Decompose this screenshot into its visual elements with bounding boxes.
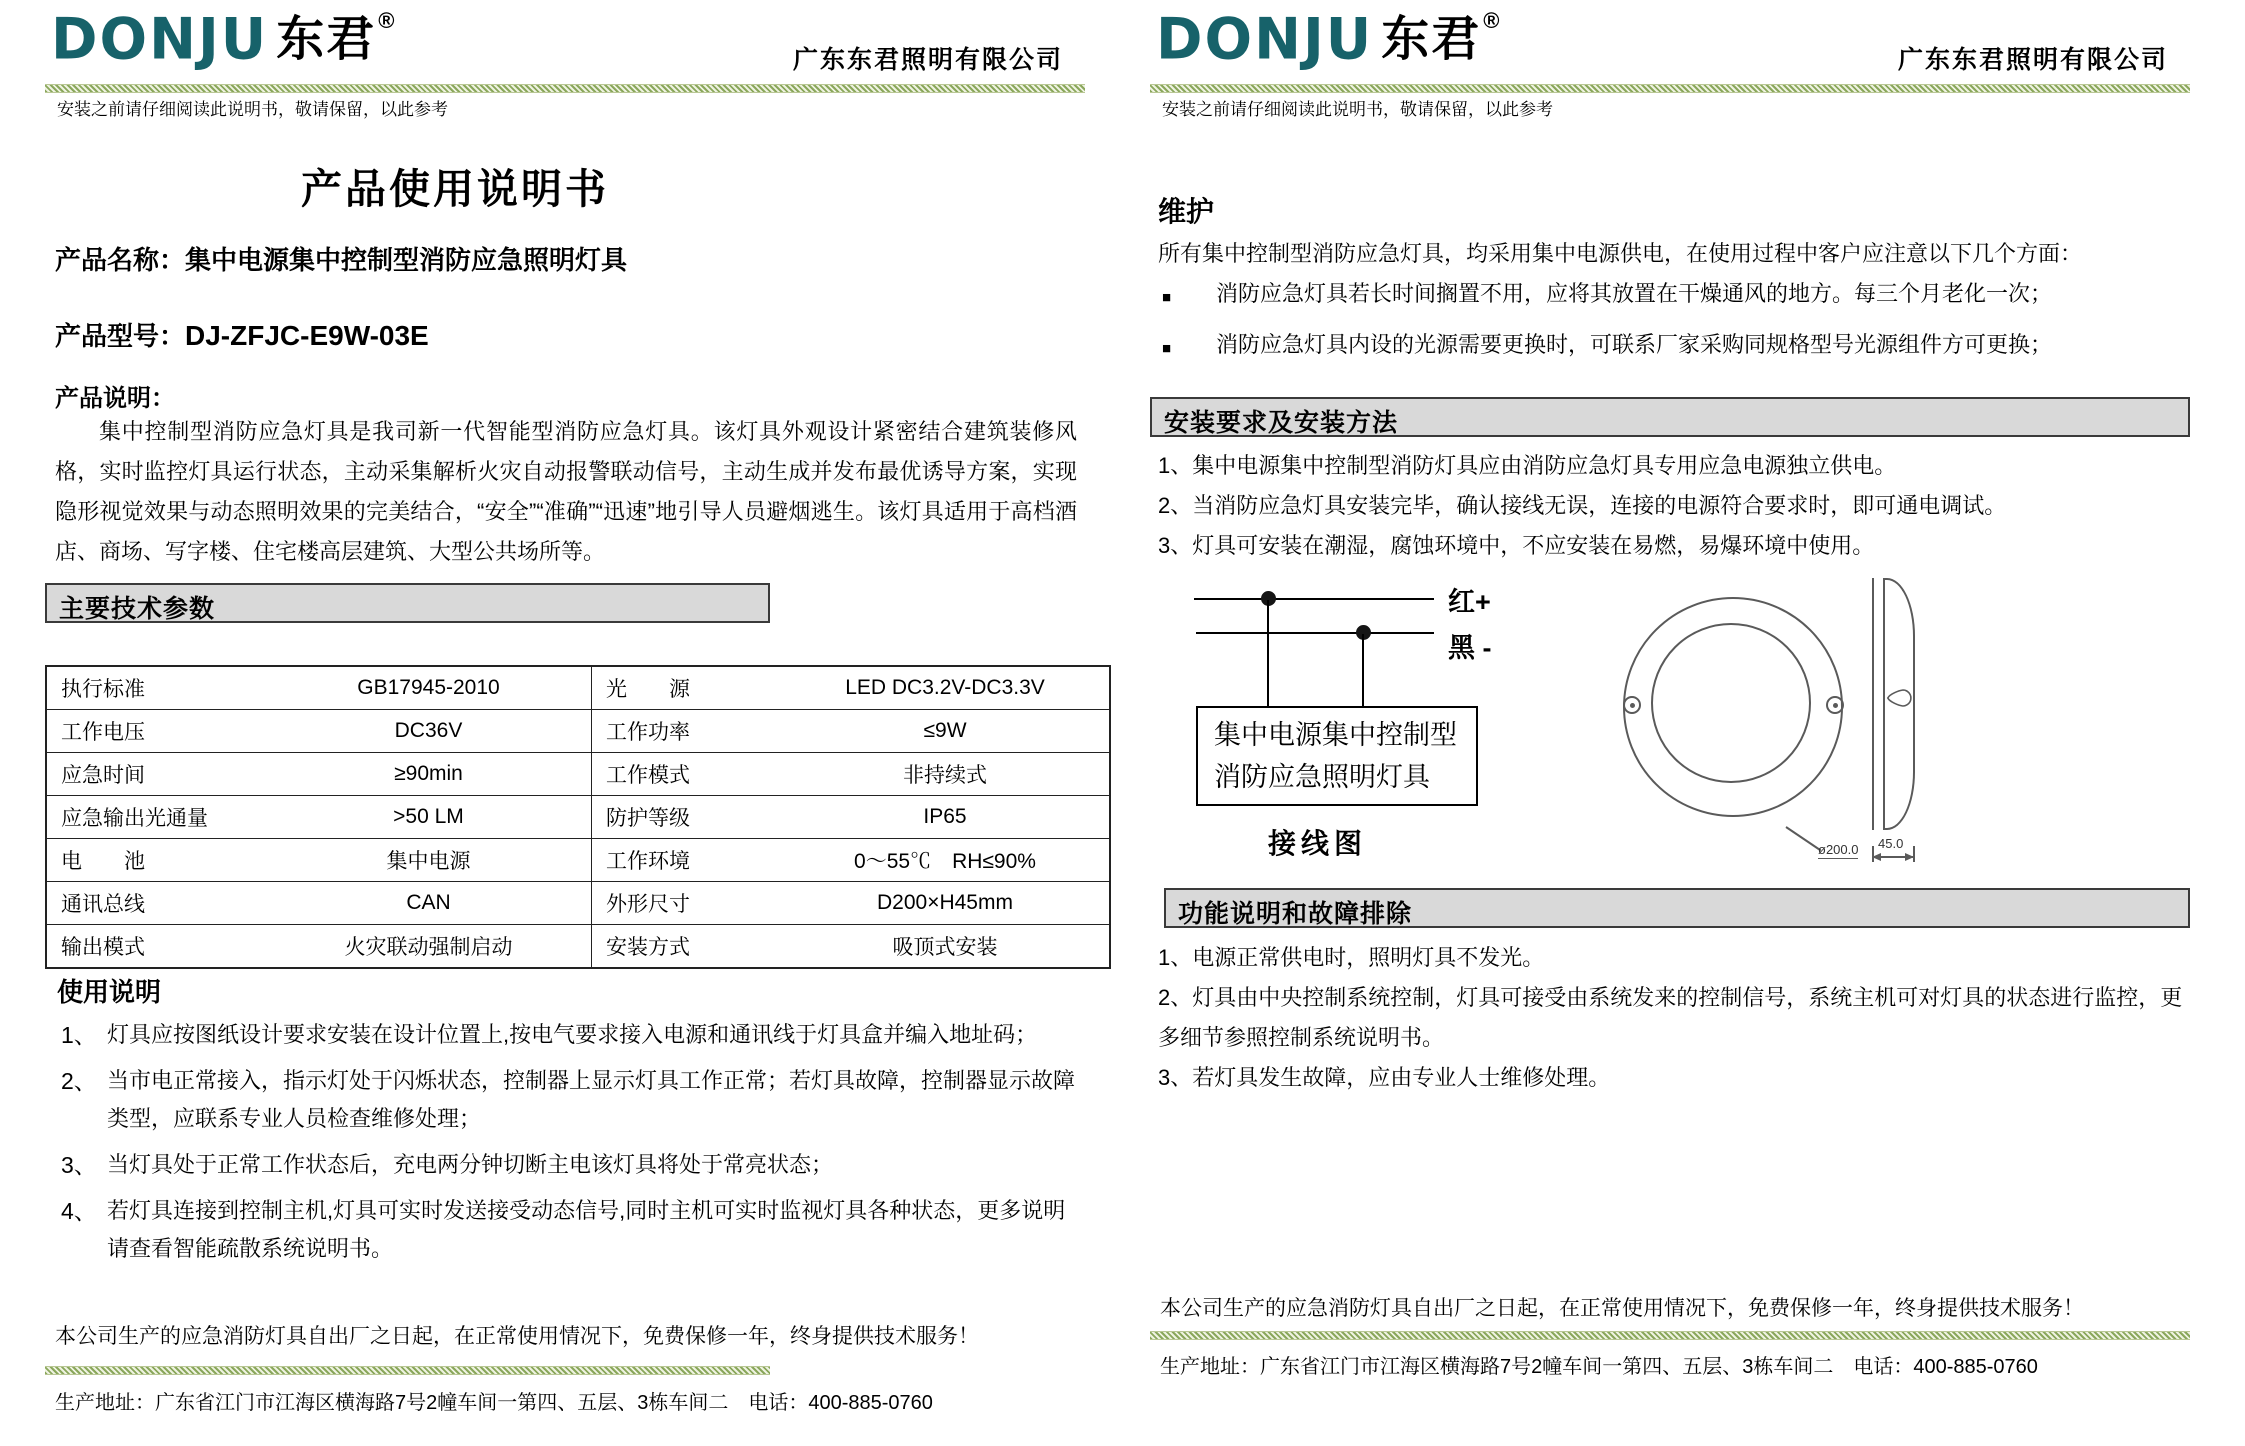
param-label: 工作功率 <box>592 710 782 753</box>
company-name: 广东东君照明有限公司 <box>1897 46 2168 74</box>
param-value: ≤9W <box>781 710 1110 753</box>
logo-donju-wordmark: DONJU <box>1156 6 1374 73</box>
diameter-leader-line <box>1785 826 1821 851</box>
maintenance-list <box>1162 281 2182 383</box>
param-value: 非持续式 <box>781 753 1110 796</box>
param-label: 执行标准 <box>61 678 145 701</box>
param-label: 电 池 <box>46 839 266 882</box>
tech-params-table <box>45 665 1111 969</box>
param-label: 外形尺寸 <box>592 882 782 925</box>
wiring-diagram-caption: 接线图 <box>1268 828 1368 859</box>
square-bullet-icon: ■ <box>1162 340 1172 357</box>
param-value: 0～55℃ RH≤90% <box>781 839 1110 882</box>
usage-heading: 使用说明 <box>57 977 162 1007</box>
param-value: LED DC3.2V-DC3.3V <box>845 676 1045 699</box>
list-item: 1、电源正常供电时，照明灯具不发光。 <box>1158 945 1545 970</box>
keyhole-slot-icon <box>1884 686 1912 715</box>
warranty-statement: 本公司生产的应急消防灯具自出厂之日起，在正常使用情况下，免费保修一年，终身提供技术服务！ <box>55 1325 979 1348</box>
luminaire-box-line1: 集中电源集中控制型 <box>1214 720 1457 750</box>
usage-instructions-list <box>61 1016 1081 1276</box>
section-heading-installation: 安装要求及安装方法 <box>1150 397 2190 437</box>
factory-address: 生产地址：广东省江门市江海区横海路7号2幢车间一第四、五层、3栋车间二 电话：400-885-0760 <box>55 1392 933 1414</box>
logo-chinese-name: 东君 <box>1381 13 1482 66</box>
description-paragraph: 集中控制型消防应急灯具是我司新一代智能型消防应急灯具。该灯具外观设计紧密结合建筑装修风格，实时监控灯具运行状态，主动采集解析火灾自动报警联动信号，主动生成并发布最优诱导方案，实现隐形视觉效果与动态照明效果的完美结合，“安全”“准确”“迅速”地引导人员避烟逃生。该灯具适用于高档酒店、商场、写字楼、住宅楼高层建筑、大型公共场所等。 <box>55 419 1077 564</box>
registered-trademark-icon: ® <box>1483 8 1500 33</box>
product-model-line <box>55 316 429 353</box>
black-wire-label: 黑 - <box>1448 633 1492 663</box>
dimension-arrow-icon <box>1905 853 1914 861</box>
param-label: 工作电压 <box>46 710 266 753</box>
table-row <box>46 882 1110 925</box>
product-name-label: 产品名称： <box>55 245 186 275</box>
param-value: DC36V <box>266 710 592 753</box>
param-label: 安装方式 <box>592 925 782 969</box>
param-label: 通讯总线 <box>46 882 266 925</box>
table-row <box>46 839 1110 882</box>
lamp-dimension-drawing <box>1590 570 2190 880</box>
green-separator-bottom <box>45 1366 770 1375</box>
function-list <box>1158 938 2190 1098</box>
param-label: 光 源 <box>592 666 782 710</box>
drop-wire <box>1362 634 1364 706</box>
list-item <box>1162 332 2182 362</box>
dimension-arrow-icon <box>1872 853 1881 861</box>
manual-page-left <box>45 0 1085 1446</box>
installation-list <box>1158 446 2188 566</box>
screw-hole-icon <box>1623 696 1641 714</box>
list-item: 2、灯具由中央控制系统控制，灯具可接受由系统发来的控制信号，系统主机可对灯具的状态进行监控，更多细节参照控制系统说明书。 <box>1158 985 2183 1050</box>
factory-address: 生产地址：广东省江门市江海区横海路7号2幢车间一第四、五层、3栋车间二 电话：400-885-0760 <box>1160 1356 2038 1378</box>
item-text: 灯具应按图纸设计要求安装在设计位置上,按电气要求接入电源和通讯线于灯具盒并编入地址码； <box>107 1022 1038 1047</box>
wire-red-positive <box>1194 598 1434 600</box>
param-label: 输出模式 <box>46 925 266 969</box>
luminaire-box <box>1196 706 1478 806</box>
param-label: 应急时间 <box>46 753 266 796</box>
brand-logo <box>51 6 395 73</box>
param-value: >50 LM <box>266 796 592 839</box>
list-item <box>1162 281 2182 311</box>
product-name-value: 集中电源集中控制型消防应急照明灯具 <box>185 245 628 275</box>
read-before-install-notice: 安装之前请仔细阅读此说明书，敬请保留，以此参考 <box>57 100 448 119</box>
list-item: 2、当消防应急灯具安装完毕，确认接线无误，连接的电源符合要求时，即可通电调试。 <box>1158 493 2007 518</box>
table-row <box>46 753 1110 796</box>
green-separator-top <box>1150 84 2190 93</box>
list-item <box>61 1192 1081 1268</box>
section-heading-function-troubleshooting: 功能说明和故障排除 <box>1164 888 2190 928</box>
item-text: 消防应急灯具内设的光源需要更换时，可联系厂家采购同规格型号光源组件方可更换； <box>1216 332 2053 357</box>
brand-logo <box>1156 6 1500 73</box>
param-value: 吸顶式安装 <box>781 925 1110 969</box>
param-value: D200×H45mm <box>781 882 1110 925</box>
param-label: 工作环境 <box>592 839 782 882</box>
section-heading-tech-params: 主要技术参数 <box>45 583 770 623</box>
item-text: 当灯具处于正常工作状态后，充电两分钟切断主电该灯具将处于常亮状态； <box>107 1152 834 1177</box>
list-item: 1、集中电源集中控制型消防灯具应由消防应急灯具专用应急电源独立供电。 <box>1158 453 1897 478</box>
list-item: 3、若灯具发生故障，应由专业人士维修处理。 <box>1158 1065 1611 1090</box>
company-name: 广东东君照明有限公司 <box>792 46 1063 74</box>
square-bullet-icon: ■ <box>1162 289 1172 306</box>
green-separator-top <box>45 84 1085 93</box>
registered-trademark-icon: ® <box>378 8 395 33</box>
page-title: 产品使用说明书 <box>301 166 609 212</box>
list-item <box>61 1062 1081 1138</box>
manual-page-right <box>1150 0 2190 1446</box>
maintenance-intro: 所有集中控制型消防应急灯具，均采用集中电源供电，在使用过程中客户应注意以下几个方面： <box>1158 241 2083 266</box>
warranty-statement: 本公司生产的应急消防灯具自出厂之日起，在正常使用情况下，免费保修一年，终身提供技术服务！ <box>1160 1297 2084 1320</box>
table-row <box>46 925 1110 969</box>
param-value: 火灾联动强制启动 <box>266 925 592 969</box>
param-value: GB17945-2010 <box>357 676 500 699</box>
lamp-diffuser-circle <box>1651 623 1811 783</box>
item-text: 消防应急灯具若长时间搁置不用，应将其放置在干燥通风的地方。每三个月老化一次； <box>1216 281 2053 306</box>
read-before-install-notice: 安装之前请仔细阅读此说明书，敬请保留，以此参考 <box>1162 100 1553 119</box>
product-model-label: 产品型号： <box>55 321 186 351</box>
wire-black-negative <box>1196 632 1434 634</box>
product-name-line <box>55 240 627 277</box>
param-value: CAN <box>266 882 592 925</box>
param-value: 集中电源 <box>266 839 592 882</box>
logo-chinese-name: 东君 <box>276 13 377 66</box>
drop-wire <box>1267 600 1269 706</box>
table-row <box>46 796 1110 839</box>
param-value: IP65 <box>781 796 1110 839</box>
diameter-dimension-label: ø200.0 <box>1818 842 1859 857</box>
screw-hole-icon <box>1826 696 1844 714</box>
maintenance-heading: 维护 <box>1158 196 1215 227</box>
item-text: 当市电正常接入，指示灯处于闪烁状态，控制器上显示灯具工作正常；若灯具故障，控制器显示故障类型，应联系专业人员检查维修处理； <box>107 1068 1076 1131</box>
table-row <box>46 710 1110 753</box>
description-heading: 产品说明： <box>55 385 175 412</box>
list-item <box>61 1016 1081 1054</box>
param-value: ≥90min <box>266 753 592 796</box>
height-dimension-label: 45.0 <box>1878 836 1904 851</box>
param-label: 防护等级 <box>592 796 782 839</box>
item-number: 1、 <box>61 1022 97 1048</box>
table-row <box>46 666 1110 710</box>
list-item: 3、灯具可安装在潮湿，腐蚀环境中，不应安装在易燃，易爆环境中使用。 <box>1158 533 1875 558</box>
item-text: 若灯具连接到控制主机,灯具可实时发送接受动态信号,同时主机可实时监视灯具各种状态，更多说明请查看智能疏散系统说明书。 <box>107 1198 1066 1261</box>
item-number: 3、 <box>61 1152 97 1178</box>
logo-donju-wordmark: DONJU <box>51 6 269 73</box>
list-item <box>61 1146 1081 1184</box>
product-model-value: DJ-ZFJC-E9W-03E <box>185 320 429 351</box>
green-separator-bottom <box>1150 1331 2190 1340</box>
wiring-diagram <box>1150 570 1585 870</box>
param-label: 应急输出光通量 <box>46 796 266 839</box>
red-wire-label: 红+ <box>1448 587 1491 617</box>
item-number: 4、 <box>61 1198 97 1224</box>
param-label: 工作模式 <box>592 753 782 796</box>
luminaire-box-line2: 消防应急照明灯具 <box>1214 762 1430 792</box>
item-number: 2、 <box>61 1068 97 1094</box>
